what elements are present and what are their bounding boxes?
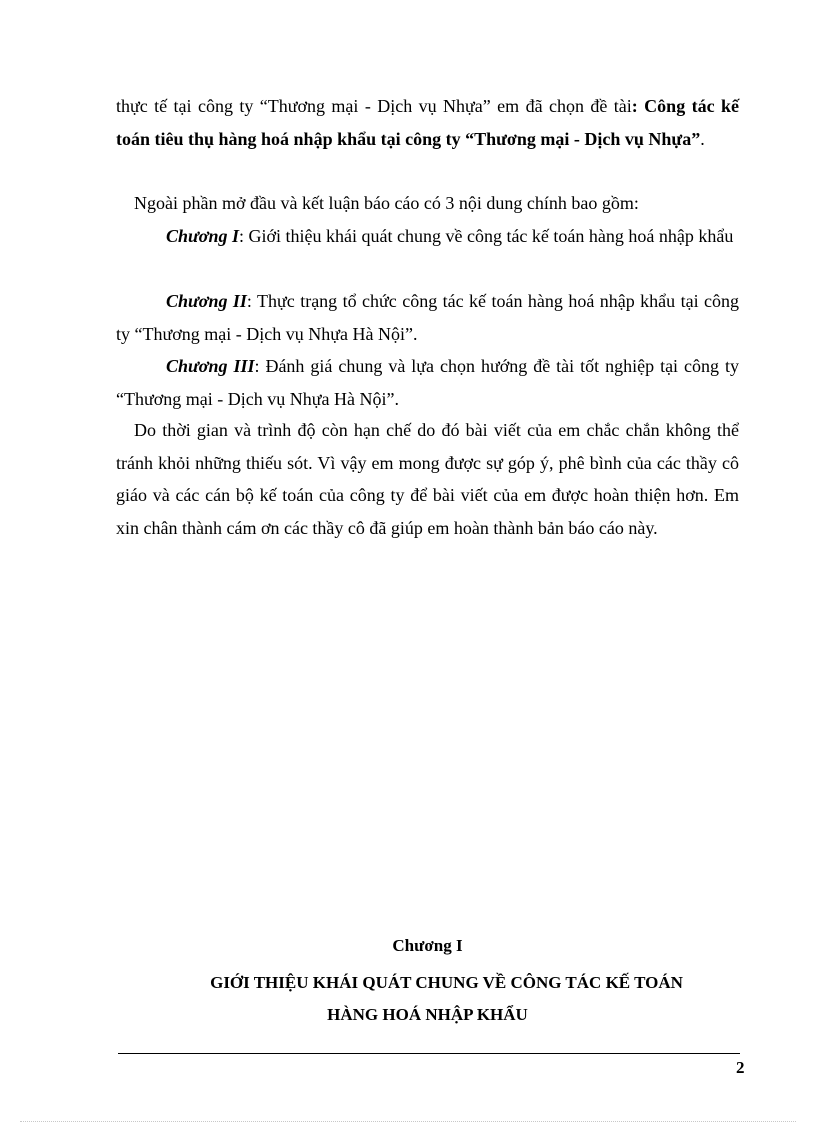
intro-paragraph [116, 90, 739, 155]
outline-intro-paragraph: Ngoài phần mở đầu và kết luận báo cáo có 3 nội dung chính bao gồm: [134, 193, 639, 213]
chapter-heading-title-line1: GIỚI THIỆU KHÁI QUÁT CHUNG VỀ CÔNG TÁC KẾ TOÁN [210, 973, 683, 992]
thesis-title: : Công tác kế toán tiêu thụ hàng hoá nhập khẩu tại công ty “Thương mại - Dịch vụ Nhựa” [116, 96, 739, 149]
intro-lead-text: thực tế tại công ty “Thương mại - Dịch vụ Nhựa” em đã chọn đề tài [116, 96, 632, 116]
chapter-heading-label: Chương I [392, 936, 463, 955]
closing-paragraph: Do thời gian và trình độ còn hạn chế do đó bài viết của em chắc chắn không thể tránh khỏi những thiếu sót. Vì vậy em mong được sự góp ý, phê bình của các thầy cô giáo và các cán bộ kế toán của công ty để bài viết của em được hoàn thiện hơn. Em xin chân thành cám ơn các thầy cô đã giúp em hoàn thành bản báo cáo này. [116, 420, 739, 538]
chapter-heading-title-line2: HÀNG HOÁ NHẬP KHẨU [327, 1005, 528, 1024]
chapter-1-summary [116, 220, 739, 253]
intro-end: . [700, 128, 705, 149]
footer-divider [118, 1053, 740, 1054]
chapter-1-text: : Giới thiệu khái quát chung về công tác kế toán hàng hoá nhập khẩu [238, 226, 734, 246]
chapter-2-label: Chương II [166, 291, 247, 311]
page-number: 2 [736, 1058, 745, 1077]
chapter-3-text: : Đánh giá chung và lựa chọn hướng đề tài tốt nghiệp tại công ty “Thương mại - Dịch vụ Nhựa Hà Nội”. [116, 356, 739, 409]
chapter-3-label: Chương III [166, 356, 255, 376]
chapter-3-summary [116, 350, 739, 415]
page-bottom-dotted-line [20, 1121, 796, 1122]
chapter-2-summary [116, 285, 739, 350]
chapter-2-text: : Thực trạng tổ chức công tác kế toán hàng hoá nhập khẩu tại công ty “Thương mại - Dịch vụ Nhựa Hà Nội”. [116, 291, 739, 344]
chapter-1-label: Chương I [166, 226, 239, 246]
